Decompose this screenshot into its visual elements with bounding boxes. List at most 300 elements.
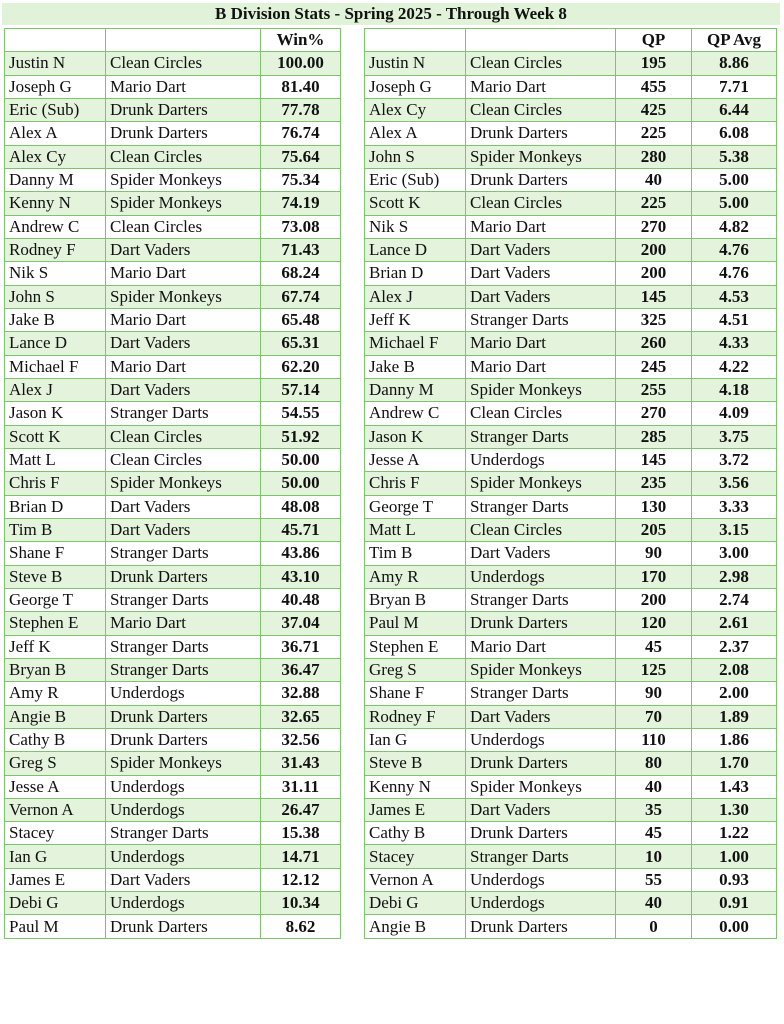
team-name-cell: Spider Monkeys xyxy=(466,378,616,401)
qp-cell: 245 xyxy=(616,355,692,378)
team-name-cell: Drunk Darters xyxy=(106,915,261,938)
team-name-cell: Dart Vaders xyxy=(466,798,616,821)
team-name-cell: Drunk Darters xyxy=(106,728,261,751)
player-name-cell: Matt L xyxy=(365,518,466,541)
qp-avg-cell: 0.00 xyxy=(692,915,777,938)
player-name-cell: Eric (Sub) xyxy=(365,168,466,191)
player-name-cell: Joseph G xyxy=(365,75,466,98)
table-row xyxy=(365,822,777,845)
table-row xyxy=(5,192,341,215)
qp-cell: 195 xyxy=(616,52,692,75)
player-name-cell: Jason K xyxy=(5,402,106,425)
team-name-cell: Underdogs xyxy=(106,682,261,705)
win-pct-cell: 75.34 xyxy=(261,168,341,191)
qp-avg-cell: 1.43 xyxy=(692,775,777,798)
qp-avg-cell: 3.72 xyxy=(692,448,777,471)
team-name-cell: Spider Monkeys xyxy=(466,145,616,168)
win-pct-cell: 14.71 xyxy=(261,845,341,868)
team-name-cell: Drunk Darters xyxy=(466,822,616,845)
win-pct-cell: 77.78 xyxy=(261,98,341,121)
player-name-cell: Tim B xyxy=(365,542,466,565)
table-row xyxy=(365,145,777,168)
table-row xyxy=(365,332,777,355)
table-row xyxy=(365,565,777,588)
team-name-cell: Stranger Darts xyxy=(106,402,261,425)
table-row xyxy=(365,98,777,121)
team-name-cell: Underdogs xyxy=(466,892,616,915)
team-name-cell: Dart Vaders xyxy=(466,705,616,728)
table-row xyxy=(5,822,341,845)
win-pct-cell: 31.11 xyxy=(261,775,341,798)
team-name-cell: Stranger Darts xyxy=(466,588,616,611)
win-pct-cell: 65.31 xyxy=(261,332,341,355)
column-header-qp-avg: QP Avg xyxy=(692,29,777,52)
win-pct-cell: 68.24 xyxy=(261,262,341,285)
win-pct-cell: 71.43 xyxy=(261,238,341,261)
table-row xyxy=(365,75,777,98)
player-name-cell: Stacey xyxy=(5,822,106,845)
player-name-cell: Lance D xyxy=(365,238,466,261)
player-name-cell: Alex A xyxy=(5,122,106,145)
win-pct-cell: 36.47 xyxy=(261,658,341,681)
table-row xyxy=(365,308,777,331)
team-name-cell: Dart Vaders xyxy=(466,238,616,261)
qp-avg-cell: 1.00 xyxy=(692,845,777,868)
team-name-cell: Stranger Darts xyxy=(466,495,616,518)
qp-cell: 425 xyxy=(616,98,692,121)
qp-avg-cell: 8.86 xyxy=(692,52,777,75)
column-header-team xyxy=(466,29,616,52)
player-name-cell: Andrew C xyxy=(5,215,106,238)
qp-avg-cell: 4.76 xyxy=(692,262,777,285)
team-name-cell: Stranger Darts xyxy=(106,658,261,681)
qp-avg-cell: 1.86 xyxy=(692,728,777,751)
table-row xyxy=(5,472,341,495)
team-name-cell: Underdogs xyxy=(466,868,616,891)
player-name-cell: Chris F xyxy=(365,472,466,495)
player-name-cell: Eric (Sub) xyxy=(5,98,106,121)
player-name-cell: Stacey xyxy=(365,845,466,868)
team-name-cell: Clean Circles xyxy=(466,98,616,121)
team-name-cell: Spider Monkeys xyxy=(106,168,261,191)
team-name-cell: Mario Dart xyxy=(466,332,616,355)
team-name-cell: Clean Circles xyxy=(106,52,261,75)
player-name-cell: Ian G xyxy=(365,728,466,751)
team-name-cell: Dart Vaders xyxy=(106,378,261,401)
team-name-cell: Stranger Darts xyxy=(466,308,616,331)
win-pct-cell: 36.71 xyxy=(261,635,341,658)
player-name-cell: Michael F xyxy=(365,332,466,355)
team-name-cell: Mario Dart xyxy=(466,75,616,98)
qp-cell: 270 xyxy=(616,215,692,238)
qp-cell: 130 xyxy=(616,495,692,518)
win-pct-cell: 43.10 xyxy=(261,565,341,588)
team-name-cell: Stranger Darts xyxy=(466,425,616,448)
qp-avg-cell: 5.00 xyxy=(692,168,777,191)
player-name-cell: Amy R xyxy=(365,565,466,588)
player-name-cell: Bryan B xyxy=(365,588,466,611)
player-name-cell: Brian D xyxy=(5,495,106,518)
table-row xyxy=(5,518,341,541)
team-name-cell: Drunk Darters xyxy=(466,168,616,191)
qp-cell: 45 xyxy=(616,635,692,658)
team-name-cell: Drunk Darters xyxy=(106,122,261,145)
qp-avg-cell: 1.89 xyxy=(692,705,777,728)
qp-cell: 35 xyxy=(616,798,692,821)
team-name-cell: Stranger Darts xyxy=(106,635,261,658)
table-row xyxy=(5,75,341,98)
qp-cell: 200 xyxy=(616,588,692,611)
page-title: B Division Stats - Spring 2025 - Through Week 8 xyxy=(2,3,780,25)
player-name-cell: Kenny N xyxy=(365,775,466,798)
win-pct-cell: 65.48 xyxy=(261,308,341,331)
qp-avg-cell: 4.53 xyxy=(692,285,777,308)
team-name-cell: Stranger Darts xyxy=(106,542,261,565)
table-row xyxy=(365,448,777,471)
team-name-cell: Dart Vaders xyxy=(466,285,616,308)
qp-avg-cell: 0.91 xyxy=(692,892,777,915)
player-name-cell: Lance D xyxy=(5,332,106,355)
team-name-cell: Clean Circles xyxy=(106,425,261,448)
table-row xyxy=(5,775,341,798)
win-pct-cell: 32.56 xyxy=(261,728,341,751)
player-name-cell: Amy R xyxy=(5,682,106,705)
team-name-cell: Clean Circles xyxy=(466,52,616,75)
team-name-cell: Spider Monkeys xyxy=(106,285,261,308)
column-header-team xyxy=(106,29,261,52)
qp-avg-cell: 0.93 xyxy=(692,868,777,891)
table-row xyxy=(5,168,341,191)
team-name-cell: Stranger Darts xyxy=(106,822,261,845)
qp-avg-cell: 3.56 xyxy=(692,472,777,495)
win-percentage-table xyxy=(4,28,341,939)
qp-cell: 170 xyxy=(616,565,692,588)
qp-cell: 40 xyxy=(616,168,692,191)
table-row xyxy=(5,145,341,168)
qp-cell: 455 xyxy=(616,75,692,98)
team-name-cell: Clean Circles xyxy=(106,448,261,471)
team-name-cell: Spider Monkeys xyxy=(466,775,616,798)
table-header-row xyxy=(365,29,777,52)
team-name-cell: Clean Circles xyxy=(106,145,261,168)
table-row xyxy=(365,402,777,425)
qp-avg-cell: 4.33 xyxy=(692,332,777,355)
player-name-cell: Scott K xyxy=(5,425,106,448)
player-name-cell: John S xyxy=(365,145,466,168)
team-name-cell: Stranger Darts xyxy=(106,588,261,611)
player-name-cell: Cathy B xyxy=(365,822,466,845)
qp-avg-cell: 2.37 xyxy=(692,635,777,658)
player-name-cell: Bryan B xyxy=(5,658,106,681)
player-name-cell: Steve B xyxy=(5,565,106,588)
qp-avg-cell: 2.00 xyxy=(692,682,777,705)
player-name-cell: Brian D xyxy=(365,262,466,285)
table-row xyxy=(365,425,777,448)
team-name-cell: Dart Vaders xyxy=(106,518,261,541)
team-name-cell: Mario Dart xyxy=(106,75,261,98)
qp-cell: 270 xyxy=(616,402,692,425)
player-name-cell: Vernon A xyxy=(365,868,466,891)
win-pct-cell: 54.55 xyxy=(261,402,341,425)
win-pct-cell: 50.00 xyxy=(261,448,341,471)
table-row xyxy=(365,798,777,821)
team-name-cell: Mario Dart xyxy=(466,355,616,378)
table-row xyxy=(365,238,777,261)
player-name-cell: Debi G xyxy=(365,892,466,915)
player-name-cell: Danny M xyxy=(5,168,106,191)
win-pct-cell: 50.00 xyxy=(261,472,341,495)
table-row xyxy=(5,52,341,75)
player-name-cell: Jeff K xyxy=(5,635,106,658)
qp-cell: 200 xyxy=(616,238,692,261)
table-row xyxy=(5,285,341,308)
player-name-cell: Rodney F xyxy=(365,705,466,728)
qp-avg-cell: 2.08 xyxy=(692,658,777,681)
table-header-row xyxy=(5,29,341,52)
qp-avg-cell: 3.75 xyxy=(692,425,777,448)
table-row xyxy=(365,472,777,495)
player-name-cell: Justin N xyxy=(5,52,106,75)
table-row xyxy=(5,705,341,728)
player-name-cell: Jake B xyxy=(365,355,466,378)
table-row xyxy=(365,775,777,798)
qp-avg-cell: 1.22 xyxy=(692,822,777,845)
table-row xyxy=(5,588,341,611)
column-header-qp: QP xyxy=(616,29,692,52)
column-header-player xyxy=(5,29,106,52)
team-name-cell: Clean Circles xyxy=(466,192,616,215)
team-name-cell: Spider Monkeys xyxy=(106,752,261,775)
player-name-cell: Greg S xyxy=(5,752,106,775)
win-pct-cell: 62.20 xyxy=(261,355,341,378)
qp-avg-cell: 4.22 xyxy=(692,355,777,378)
table-row xyxy=(5,752,341,775)
qp-cell: 70 xyxy=(616,705,692,728)
table-row xyxy=(5,495,341,518)
team-name-cell: Underdogs xyxy=(106,892,261,915)
player-name-cell: Steve B xyxy=(365,752,466,775)
team-name-cell: Dart Vaders xyxy=(106,868,261,891)
player-name-cell: Stephen E xyxy=(5,612,106,635)
team-name-cell: Underdogs xyxy=(466,565,616,588)
player-name-cell: Paul M xyxy=(365,612,466,635)
qp-avg-cell: 6.08 xyxy=(692,122,777,145)
team-name-cell: Mario Dart xyxy=(106,262,261,285)
table-row xyxy=(365,915,777,938)
player-name-cell: Rodney F xyxy=(5,238,106,261)
team-name-cell: Underdogs xyxy=(466,448,616,471)
table-row xyxy=(5,542,341,565)
qp-avg-cell: 4.18 xyxy=(692,378,777,401)
table-row xyxy=(365,588,777,611)
table-row xyxy=(5,425,341,448)
table-row xyxy=(365,845,777,868)
player-name-cell: Alex J xyxy=(5,378,106,401)
team-name-cell: Dart Vaders xyxy=(106,495,261,518)
table-row xyxy=(365,192,777,215)
table-row xyxy=(5,262,341,285)
table-row xyxy=(365,728,777,751)
column-header-player xyxy=(365,29,466,52)
player-name-cell: Scott K xyxy=(365,192,466,215)
table-row xyxy=(5,308,341,331)
team-name-cell: Dart Vaders xyxy=(466,262,616,285)
player-name-cell: Tim B xyxy=(5,518,106,541)
qp-cell: 255 xyxy=(616,378,692,401)
team-name-cell: Underdogs xyxy=(466,728,616,751)
team-name-cell: Mario Dart xyxy=(466,215,616,238)
win-pct-cell: 48.08 xyxy=(261,495,341,518)
win-pct-cell: 76.74 xyxy=(261,122,341,145)
qp-avg-cell: 1.30 xyxy=(692,798,777,821)
team-name-cell: Underdogs xyxy=(106,845,261,868)
table-row xyxy=(5,122,341,145)
table-row xyxy=(5,798,341,821)
player-name-cell: Stephen E xyxy=(365,635,466,658)
qp-cell: 40 xyxy=(616,892,692,915)
team-name-cell: Mario Dart xyxy=(106,308,261,331)
qp-avg-cell: 5.00 xyxy=(692,192,777,215)
player-name-cell: Debi G xyxy=(5,892,106,915)
table-row xyxy=(5,682,341,705)
player-name-cell: Kenny N xyxy=(5,192,106,215)
table-row xyxy=(5,728,341,751)
table-row xyxy=(365,495,777,518)
column-header-win-pct: Win% xyxy=(261,29,341,52)
player-name-cell: Angie B xyxy=(365,915,466,938)
qp-avg-cell: 4.51 xyxy=(692,308,777,331)
quality-points-table xyxy=(364,28,777,939)
qp-avg-cell: 7.71 xyxy=(692,75,777,98)
player-name-cell: Ian G xyxy=(5,845,106,868)
qp-avg-cell: 4.76 xyxy=(692,238,777,261)
qp-avg-cell: 2.61 xyxy=(692,612,777,635)
player-name-cell: Jesse A xyxy=(5,775,106,798)
qp-cell: 125 xyxy=(616,658,692,681)
table-row xyxy=(5,845,341,868)
team-name-cell: Stranger Darts xyxy=(466,845,616,868)
team-name-cell: Mario Dart xyxy=(466,635,616,658)
table-row xyxy=(365,262,777,285)
win-pct-cell: 31.43 xyxy=(261,752,341,775)
table-row xyxy=(5,98,341,121)
player-name-cell: Jake B xyxy=(5,308,106,331)
player-name-cell: Chris F xyxy=(5,472,106,495)
player-name-cell: Andrew C xyxy=(365,402,466,425)
team-name-cell: Spider Monkeys xyxy=(106,192,261,215)
win-pct-cell: 57.14 xyxy=(261,378,341,401)
team-name-cell: Underdogs xyxy=(106,775,261,798)
qp-cell: 10 xyxy=(616,845,692,868)
player-name-cell: Jason K xyxy=(365,425,466,448)
win-pct-cell: 67.74 xyxy=(261,285,341,308)
team-name-cell: Stranger Darts xyxy=(466,682,616,705)
team-name-cell: Drunk Darters xyxy=(466,122,616,145)
win-pct-cell: 10.34 xyxy=(261,892,341,915)
win-pct-cell: 37.04 xyxy=(261,612,341,635)
table-row xyxy=(365,518,777,541)
win-pct-cell: 75.64 xyxy=(261,145,341,168)
win-pct-cell: 32.65 xyxy=(261,705,341,728)
table-row xyxy=(365,635,777,658)
qp-cell: 200 xyxy=(616,262,692,285)
table-row xyxy=(5,635,341,658)
table-row xyxy=(5,378,341,401)
table-row xyxy=(365,542,777,565)
team-name-cell: Clean Circles xyxy=(466,518,616,541)
table-row xyxy=(5,355,341,378)
player-name-cell: Angie B xyxy=(5,705,106,728)
win-pct-cell: 51.92 xyxy=(261,425,341,448)
qp-cell: 280 xyxy=(616,145,692,168)
table-row xyxy=(5,332,341,355)
qp-avg-cell: 4.82 xyxy=(692,215,777,238)
player-name-cell: Paul M xyxy=(5,915,106,938)
win-pct-cell: 43.86 xyxy=(261,542,341,565)
player-name-cell: Vernon A xyxy=(5,798,106,821)
qp-cell: 205 xyxy=(616,518,692,541)
table-row xyxy=(5,892,341,915)
player-name-cell: George T xyxy=(365,495,466,518)
player-name-cell: Alex J xyxy=(365,285,466,308)
team-name-cell: Spider Monkeys xyxy=(106,472,261,495)
qp-cell: 90 xyxy=(616,682,692,705)
team-name-cell: Drunk Darters xyxy=(466,752,616,775)
qp-avg-cell: 4.09 xyxy=(692,402,777,425)
player-name-cell: Nik S xyxy=(365,215,466,238)
table-row xyxy=(365,355,777,378)
player-name-cell: Jeff K xyxy=(365,308,466,331)
player-name-cell: Joseph G xyxy=(5,75,106,98)
qp-cell: 285 xyxy=(616,425,692,448)
table-row xyxy=(5,658,341,681)
qp-cell: 225 xyxy=(616,192,692,215)
qp-cell: 145 xyxy=(616,448,692,471)
player-name-cell: Alex A xyxy=(365,122,466,145)
team-name-cell: Mario Dart xyxy=(106,355,261,378)
player-name-cell: Shane F xyxy=(5,542,106,565)
win-pct-cell: 81.40 xyxy=(261,75,341,98)
team-name-cell: Drunk Darters xyxy=(466,612,616,635)
team-name-cell: Drunk Darters xyxy=(466,915,616,938)
player-name-cell: Alex Cy xyxy=(365,98,466,121)
table-row xyxy=(365,892,777,915)
player-name-cell: Shane F xyxy=(365,682,466,705)
team-name-cell: Drunk Darters xyxy=(106,565,261,588)
qp-avg-cell: 2.98 xyxy=(692,565,777,588)
table-row xyxy=(5,868,341,891)
table-row xyxy=(5,915,341,938)
team-name-cell: Clean Circles xyxy=(466,402,616,425)
table-row xyxy=(5,238,341,261)
qp-cell: 0 xyxy=(616,915,692,938)
win-pct-cell: 74.19 xyxy=(261,192,341,215)
team-name-cell: Dart Vaders xyxy=(466,542,616,565)
qp-cell: 40 xyxy=(616,775,692,798)
table-row xyxy=(365,215,777,238)
qp-cell: 225 xyxy=(616,122,692,145)
table-row xyxy=(365,285,777,308)
player-name-cell: Danny M xyxy=(365,378,466,401)
team-name-cell: Spider Monkeys xyxy=(466,658,616,681)
win-pct-cell: 45.71 xyxy=(261,518,341,541)
table-row xyxy=(5,448,341,471)
win-pct-cell: 12.12 xyxy=(261,868,341,891)
qp-cell: 325 xyxy=(616,308,692,331)
qp-cell: 55 xyxy=(616,868,692,891)
player-name-cell: John S xyxy=(5,285,106,308)
table-row xyxy=(365,168,777,191)
